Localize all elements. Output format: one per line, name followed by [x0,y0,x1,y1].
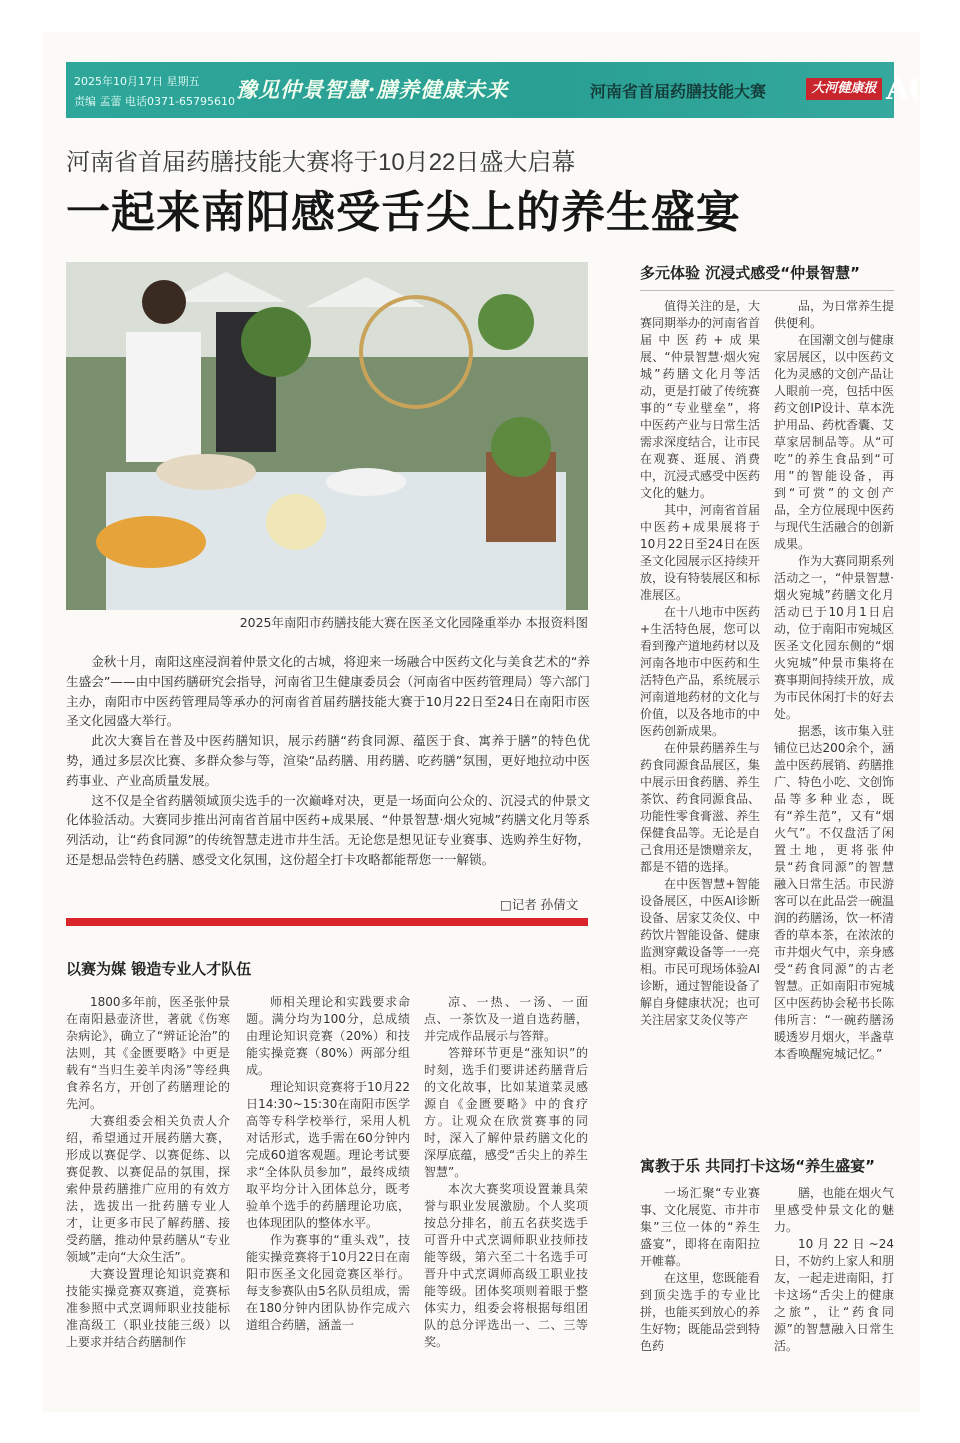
issue-date: 2025年10月17日 星期五 [74,75,200,88]
paragraph: 作为大赛同期系列活动之一，“仲景智慧·烟火宛城”药膳文化月活动已于10月1日启动，位于南阳市宛城区医圣文化园东侧的“烟火宛城”仲景市集将在赛事期间持续开放，成为市民休闲打卡的好去处。 [774,554,895,721]
paragraph: 据悉，该市集入驻铺位已达200余个，涵盖中医药展销、药膳推广、特色小吃、文创饰品等多种业态，既有“养生范”，又有“烟火气”。不仅盘活了闲置土地，更将张仲景“药食同源”的智慧融入日常生活。市民游客可以在此品尝一碗温润的药膳汤，饮一杯清香的草本茶，在浓浓的市井烟火气中，亲身感受“药食同源”的古老智慧。正如南阳市宛城区中医药协会秘书长陈伟所言：“一碗药膳汤暖透岁月烟火，半盏草本香唤醒宛城记忆。” [774,724,895,1061]
section1-column-1 [66,994,230,1351]
paragraph: 在国潮文创与健康家居展区，以中医药文化为灵感的文创产品让人眼前一亮，包括中医药文创IP设计、草本洗护用品、药枕香囊、艾草家居制品等。从“可吃”的养生食品到“可用”的智能设备，再到“可赏”的文创产品，全方位展现中医药与现代生活融合的创新成果。 [774,333,895,551]
paragraph: 在中医智慧+智能设备展区，中医AI诊断设备、居家艾灸仪、中药饮片智能设备、健康监测穿戴设备等一一亮相。市民可现场体验AI诊断，通过智能设备了解自身健康状况；也可关注居家艾灸仪等产 [640,877,761,1027]
banner-contest-title: 河南省首届药膳技能大赛 [590,82,767,101]
section1-column-3 [424,994,588,1351]
section1-column-2 [246,994,410,1334]
section3-column-1 [640,1185,760,1355]
section2-column-2 [774,298,894,1063]
paragraph: 在这里，您既能看到顶尖选手的专业比拼，也能买到放心的养生好物；既能品尝到特色药 [640,1271,761,1353]
photo-caption: 2025年南阳市药膳技能大赛在医圣文化园隆重举办 本报资料图 [239,615,588,630]
paragraph: 作为赛事的“重头戏”，技能实操竞赛将于10月22日在南阳市医圣文化园竞赛区举行。每支参赛队由5名队员组成，需在180分钟内团队协作完成六道组合药膳，涵盖一 [246,1233,410,1332]
banner-slogan: 豫见仲景智慧·膳养健康未来 [236,77,509,102]
section3-title: 寓教于乐 共同打卡这场“养生盛宴” [640,1157,875,1175]
section2-title: 多元体验 沉浸式感受“仲景智慧” [640,264,860,282]
article-headline: 一起来南阳感受舌尖上的养生盛宴 [66,187,741,238]
section2-column-1 [640,298,760,1029]
intro-paragraph: 此次大赛旨在普及中医药膳知识，展示药膳“药食同源、蕴医于食、寓养于膳”的特色优势，通过多层次比赛、多群众参与等，渲染“品药膳、用药膳、吃药膳”氛围，更好地拉动中医药事业、产业高质量发展。 [66,733,590,788]
paragraph: 在仲景药膳养生与药食同源食品展区，集中展示田食药膳、养生茶饮、药食同源食品、功能性零食膏滋、养生保健食品等。无论是自己食用还是馈赠亲友，都是不错的选择。 [640,741,761,874]
intro-paragraph: 这不仅是全省药膳领域顶尖选手的一次巅峰对决，更是一场面向公众的、沉浸式的仲景文化体验活动。大赛同步推出河南省首届中医药+成果展、“仲景智慧·烟火宛城”药膳文化月等系列活动，让“药食同源”的传统智慧走进市井生活。无论您是想见证专业赛事、选购养生好物，还是想品尝特色药膳、感受文化氛围，这份超全打卡攻略都能帮您一一解锁。 [66,792,590,867]
paragraph: 其中，河南省首届中医药+成果展将于10月22日至24日在医圣文化园展示区持续开放，设有特装展区和标准展区。 [640,503,761,602]
paragraph: 师相关理论和实践要求命题。满分均为100分，总成绩由理论知识竞赛（20%）和技能实操竞赛（80%）两部分组成。 [246,995,410,1077]
photo-illustration [66,262,588,610]
article-intro [66,652,590,870]
editor-contact: 责编 孟蕾 电话0371-65795610 [74,95,235,108]
paragraph: 膳，也能在烟火气里感受仲景文化的魅力。 [774,1186,895,1234]
section-divider-bar [66,918,588,926]
paragraph: 在十八地市中医药+生活特色展，您可以看到豫产道地药材以及河南各地市中医药和生活特色产品，系统展示河南道地药材的文化与价值，以及各地市的中医药创新成果。 [640,605,761,738]
paragraph: 10月22日~24日，不妨约上家人和朋友，一起走进南阳，打卡这场“舌尖上的健康之旅”，让“药食同源”的智慧融入日常生活。 [774,1237,895,1353]
paragraph: 一场汇聚“专业赛事、文化展览、市井市集”三位一体的“养生盛宴”，即将在南阳拉开帷幕。 [640,1186,761,1268]
paragraph: 1800多年前，医圣张仲景在南阳悬壶济世，著就《伤寒杂病论》，确立了“辨证论治”的法则，其《金匮要略》中更是载有“当归生姜羊肉汤”等经典食养名方，开创了药膳理论的先河。 [66,995,230,1111]
paragraph: 凉、一热、一汤、一面点、一茶饮及一道自选药膳，并完成作品展示与答辩。 [424,995,588,1043]
section1-title: 以赛为媒 锻造专业人才队伍 [66,960,252,978]
page-number: A03 [886,72,952,107]
paragraph: 大赛组委会相关负责人介绍，希望通过开展药膳大赛，形成以赛促学、以赛促练、以赛促教、以赛促品的氛围，探索仲景药膳推广应用的有效方法，选拔出一批药膳专业人才，让更多市民了解药膳、接受药膳，推动仲景药膳从“专业领域”走向“大众生活”。 [66,1114,230,1264]
newspaper-logo: 大河健康报 [806,78,882,100]
page-banner [66,62,952,118]
section3-column-2 [774,1185,894,1355]
paragraph: 品，为日常养生提供便利。 [774,299,895,330]
section2-rule [640,290,894,291]
paragraph: 值得关注的是，大赛同期举办的河南省首届中医药+成果展、“仲景智慧·烟火宛城”药膳文化月等活动，更是打破了传统赛事的“专业壁垒”，将中医药产业与日常生活需求深度结合，让市民在观赛、逛展、消费中，沉浸式感受中医药文化的魅力。 [640,299,761,500]
article-photo [66,262,588,610]
reporter-byline: □记者 孙倩文 [500,897,579,912]
article-subheadline: 河南省首届药膳技能大赛将于10月22日盛大启幕 [66,149,576,176]
paragraph: 本次大赛奖项设置兼具荣誉与职业发展激励。个人奖项按总分排名，前五名获奖选手可晋升中式烹调师职业技师技能等级，第六至二十名选手可晋升中式烹调师高级工职业技能等级。团体奖项则着眼于整体实力，组委会将根据每组团队的总分评选出一、二、三等奖。 [424,1182,588,1349]
paragraph: 答辩环节更是“涨知识”的时刻，选手们要讲述药膳背后的文化故事，比如某道菜灵感源自《金匮要略》中的食疗方。让观众在欣赏赛事的同时，深入了解仲景药膳文化的深厚底蕴，感受“舌尖上的养生智慧”。 [424,1046,588,1179]
paragraph: 理论知识竞赛将于10月22日14:30~15:30在南阳市医学高等专科学校举行，采用人机对话形式，选手需在60分钟内完成60道客观题。理论考试要求“全体队员参加”，最终成绩取平均分计入团体总分，既考验单个选手的药膳理论功底，也体现团队的整体水平。 [246,1080,410,1230]
intro-paragraph: 金秋十月，南阳这座浸润着仲景文化的古城，将迎来一场融合中医药文化与美食艺术的“养生盛会”——由中国药膳研究会指导，河南省卫生健康委员会（河南省中医药管理局）等六部门主办，南阳市中医药管理局等承办的河南省首届药膳技能大赛于10月22日至24日在南阳市医圣文化园盛大举行。 [66,654,590,729]
paragraph: 大赛设置理论知识竞赛和技能实操竞赛双赛道，竞赛标准参照中式烹调师职业技能标准高级工（职业技能三级）以上要求并结合药膳制作 [66,1267,230,1349]
